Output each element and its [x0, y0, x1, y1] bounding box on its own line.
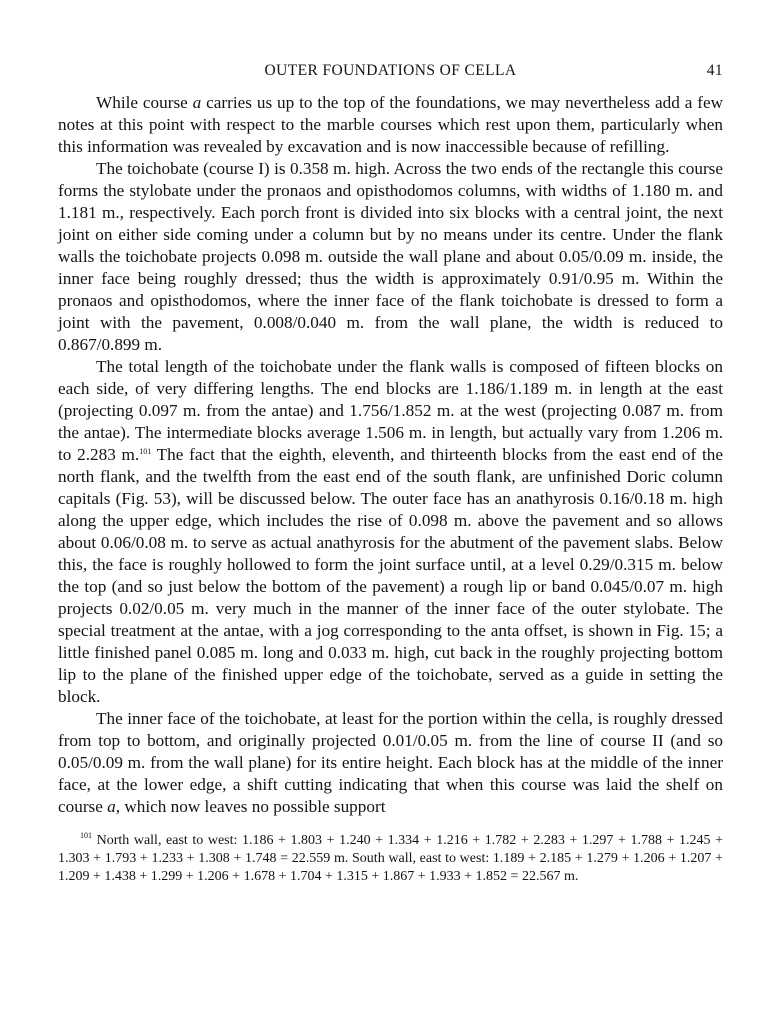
body-text: [58, 92, 723, 818]
course-a-italic: a: [192, 93, 202, 112]
paragraph-1: While course a carries us up to the top of the foundations, we may nevertheless add a few notes at this point with respect to the marble courses which rest upon them, particularly when this information was revealed by excavation and is now inaccessible because of refilling.: [58, 93, 723, 156]
page-number: 41: [706, 62, 723, 79]
course-a-italic: a: [107, 797, 116, 816]
footnote-reference[interactable]: 101: [139, 447, 152, 456]
footnotes: [58, 832, 723, 886]
running-header: [58, 58, 723, 84]
running-title: OUTER FOUNDATIONS OF CELLA: [264, 62, 517, 79]
page: [58, 58, 723, 886]
paragraph-2: The toichobate (course I) is 0.358 m. high. Across the two ends of the rectangle this course forms the stylobate under the pronaos and opisthodomos columns, with widths of 1.180 m. and 1.181 m., respectively. Each porch front is divided into six blocks with a central joint, the next joint on either side coming under a column but by no means under its centre. Under the flank walls the toichobate projects 0.098 m. outside the wall plane and about 0.05/0.09 m. inside, the inner face being roughly dressed; thus the width is approximately 0.91/0.95 m. Within the pronaos and opisthodomos, where the inner face of the flank toichobate is dressed to form a joint with the pavement, 0.008/0.040 m. from the wall plane, the width is reduced to 0.867/0.899 m.: [58, 159, 723, 354]
paragraph-4: The inner face of the toichobate, at least for the portion within the cella, is roughly dressed from top to bottom, and originally projected 0.01/0.05 m. from the line of course II (and so 0.05/0.09 m. from the wall plane) for its entire height. Each block has at the middle of the inner face, at the lower edge, a shift cutting indicating that when this course was laid the shelf on course a, which now leaves no possible support: [58, 709, 723, 816]
paragraph-3: The total length of the toichobate under the flank walls is composed of fifteen blocks on each side, of very differing lengths. The end blocks are 1.186/1.189 m. in length at the east (projecting 0.097 m. from the antae) and 1.756/1.852 m. at the west (projecting 0.087 m. from the antae). The intermediate blocks average 1.506 m. in length, but actually vary from 1.206 m. to 2.283 m.$^{101}$ The fact that the eighth, eleventh, and thirteenth blocks from the east end of the north flank, and the twelfth from the east end of the south flank, are unfinished Doric column capitals (Fig. 53), will be discussed below. The outer face has an anathyrosis 0.16/0.18 m. high along the upper edge, which includes the rise of 0.098 m. above the pavement and so allows about 0.06/0.08 m. to serve as actual anathyrosis for the abutment of the pavement slabs. Below this, the face is roughly hollowed to form the joint surface until, at a level 0.29/0.315 m. below the top (and so just below the bottom of the pavement) a rough lip or band 0.045/0.07 m. high projects 0.02/0.05 m. very much in the manner of the inner face of the outer stylobate. The special treatment at the antae, with a jog corresponding to the anta offset, is shown in Fig. 15; a little finished panel 0.085 m. long and 0.033 m. high, cut back in the roughly projecting bottom lip to the plane of the finished upper edge of the toichobate, served as a guide in setting the block.: [58, 357, 723, 706]
footnote-number: 101: [80, 831, 92, 840]
footnote-text: North wall, east to west: 1.186 + 1.803 + 1.240 + 1.334 + 1.216 + 1.782 + 2.283 + 1.297 + 1.788 + 1.245 + 1.303 + 1.793 + 1.233 + 1.308 + 1.748 = 22.559 m. South wall, east to west: 1.189 + 2.185 + 1.279 + 1.206 + 1.207 + 1.209 + 1.438 + 1.299 + 1.206 + 1.678 + 1.704 + 1.315 + 1.867 + 1.933 + 1.852 = 22.567 m.: [58, 833, 724, 884]
footnote-101: [58, 832, 723, 886]
